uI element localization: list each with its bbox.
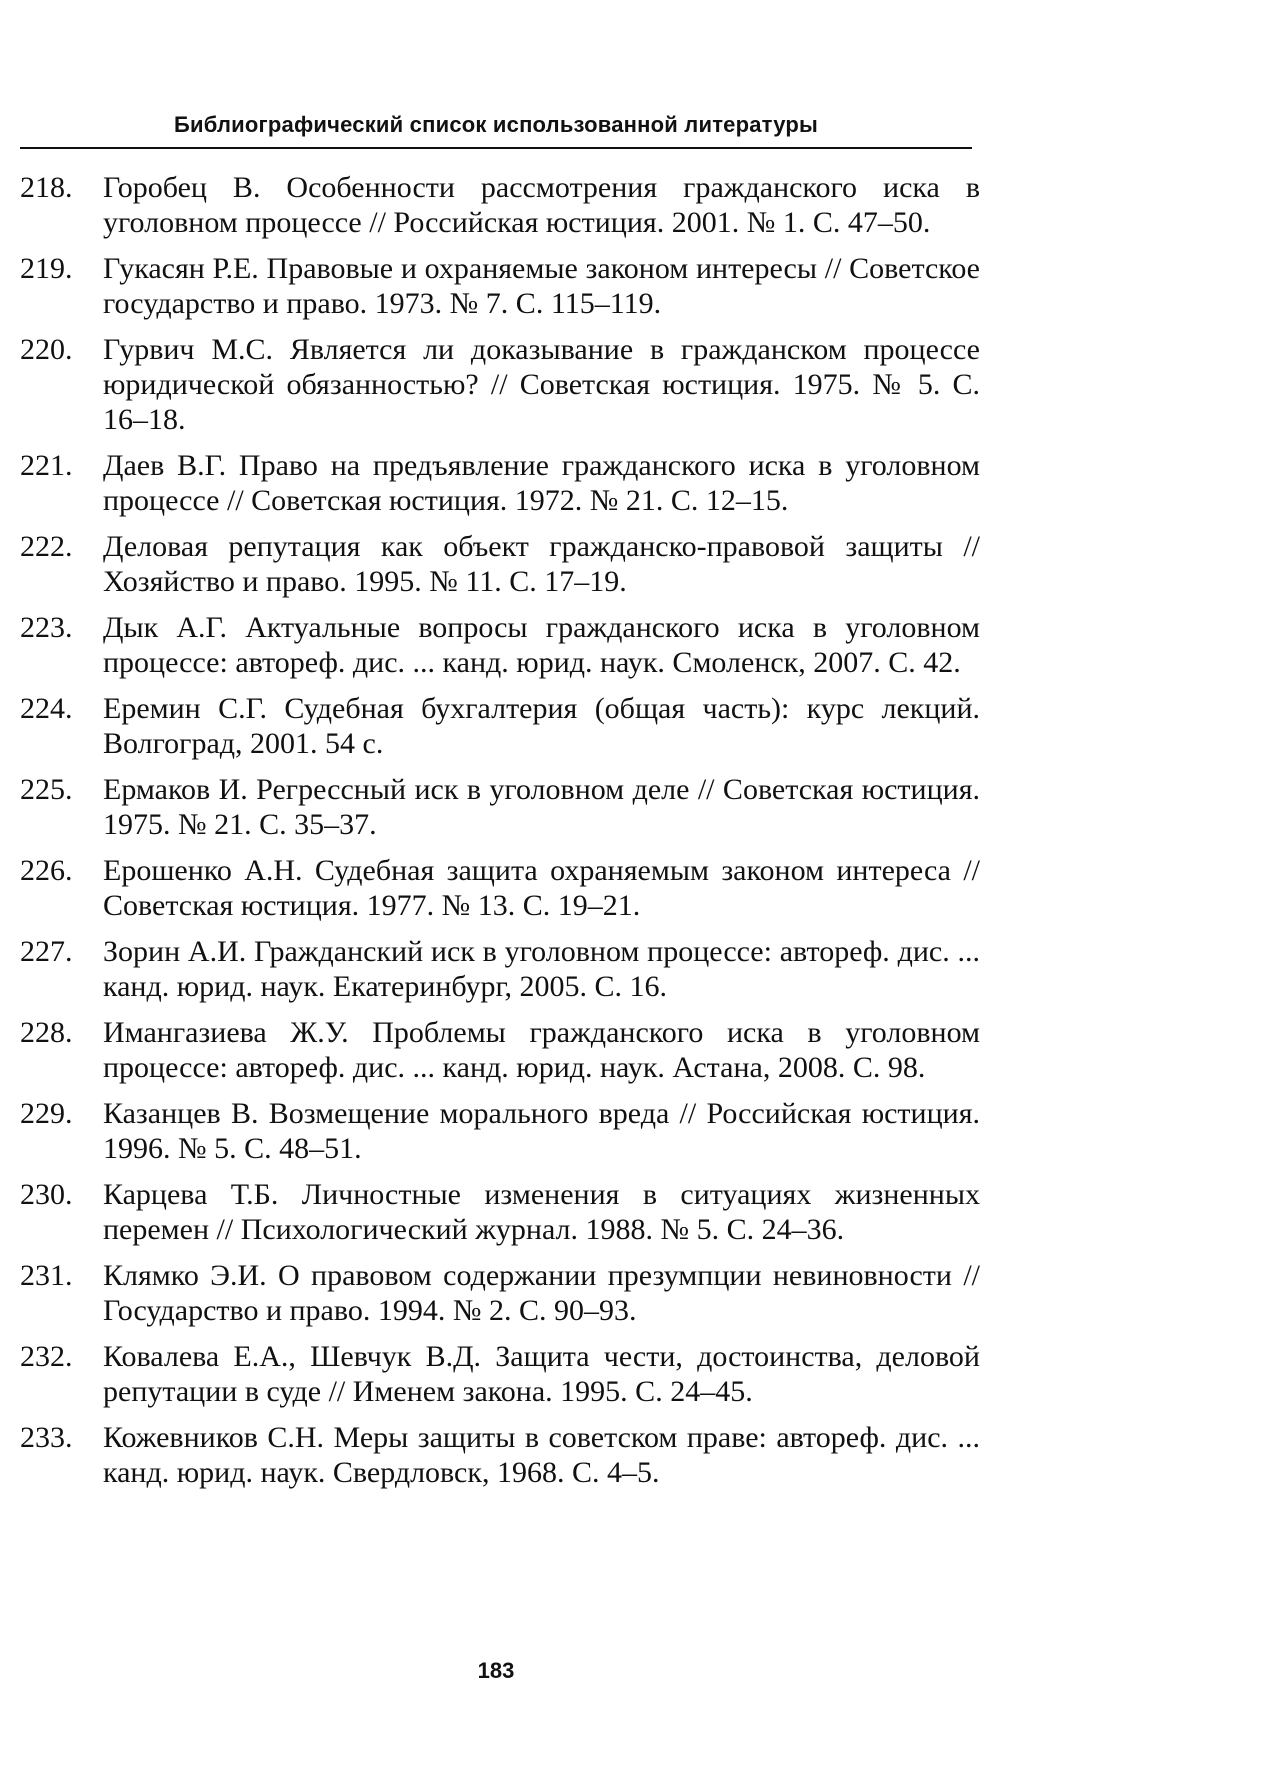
entry-text: Имангазиева Ж.У. Проблемы гражданского иска в уголовном процессе: автореф. дис. ... канд. юрид. наук. Астана, 2008. С. 98. <box>103 1016 980 1084</box>
bibliography-entry <box>20 1339 980 1409</box>
bibliography-entry <box>20 853 980 923</box>
entry-text: Ерошенко А.Н. Судебная защита охраняемым законом интереса // Советская юстиция. 1977. № 13. С. 19–21. <box>103 854 980 922</box>
entry-text: Ермаков И. Регрессный иск в уголовном деле // Советская юстиция. 1975. № 21. С. 35–37. <box>103 773 980 841</box>
bibliography-entry <box>20 170 980 240</box>
entry-number: 223. <box>20 611 73 644</box>
entry-text: Даев В.Г. Право на предъявление гражданского иска в уголовном процессе // Советская юстиция. 1972. № 21. С. 12–15. <box>103 449 980 517</box>
entry-text: Горобец В. Особенности рассмотрения гражданского иска в уголовном процессе // Российская юстиция. 2001. № 1. С. 47–50. <box>103 171 980 239</box>
entry-text: Гурвич М.С. Является ли доказывание в гражданском процессе юридической обязанностью? // Советская юстиция. 1975. № 5. С. 16–18. <box>103 333 980 436</box>
entry-text: Деловая репутация как объект гражданско-правовой защиты // Хозяйство и право. 1995. № 11. С. 17–19. <box>103 530 980 598</box>
entry-number: 218. <box>20 171 73 204</box>
entry-number: 228. <box>20 1016 73 1049</box>
entry-number: 221. <box>20 449 73 482</box>
entry-number: 219. <box>20 252 73 285</box>
bibliography-entry <box>20 610 980 680</box>
bibliography-entry <box>20 332 980 437</box>
bibliography-entry <box>20 251 980 321</box>
entry-text: Дык А.Г. Актуальные вопросы гражданского иска в уголовном процессе: автореф. дис. ... канд. юрид. наук. Смоленск, 2007. С. 42. <box>103 611 980 679</box>
entry-number: 224. <box>20 692 73 725</box>
entry-text: Кожевников С.Н. Меры защиты в советском праве: автореф. дис. ... канд. юрид. наук. Свердловск, 1968. С. 4–5. <box>103 1421 980 1489</box>
page-number: 183 <box>477 1658 515 1683</box>
bibliography-entry <box>20 1420 980 1490</box>
entry-text: Казанцев В. Возмещение морального вреда // Российская юстиция. 1996. № 5. С. 48–51. <box>103 1097 980 1165</box>
header-rule <box>20 147 972 149</box>
entry-number: 229. <box>20 1097 73 1130</box>
bibliography-entry <box>20 934 980 1004</box>
bibliography-entry <box>20 448 980 518</box>
entry-number: 232. <box>20 1340 73 1373</box>
bibliography-entry <box>20 529 980 599</box>
bibliography-entry <box>20 772 980 842</box>
running-title: Библиографический список использованной литературы <box>174 112 818 137</box>
bibliography-entry <box>20 691 980 761</box>
entry-text: Гукасян Р.Е. Правовые и охраняемые законом интересы // Советское государство и право. 1973. № 7. С. 115–119. <box>103 252 980 320</box>
bibliography-list <box>20 170 980 1501</box>
entry-text: Еремин С.Г. Судебная бухгалтерия (общая часть): курс лекций. Волгоград, 2001. 54 с. <box>103 692 980 760</box>
entry-number: 231. <box>20 1259 73 1292</box>
entry-number: 227. <box>20 935 73 968</box>
bibliography-entry <box>20 1177 980 1247</box>
entry-text: Карцева Т.Б. Личностные изменения в ситуациях жизненных перемен // Психологический журнал. 1988. № 5. С. 24–36. <box>103 1178 980 1246</box>
bibliography-entry <box>20 1096 980 1166</box>
entry-number: 233. <box>20 1421 73 1454</box>
entry-number: 230. <box>20 1178 73 1211</box>
bibliography-entry <box>20 1258 980 1328</box>
entry-number: 220. <box>20 333 73 366</box>
entry-text: Зорин А.И. Гражданский иск в уголовном процессе: автореф. дис. ... канд. юрид. наук. Екатеринбург, 2005. С. 16. <box>103 935 980 1003</box>
entry-text: Ковалева Е.А., Шевчук В.Д. Защита чести, достоинства, деловой репутации в суде // Именем закона. 1995. С. 24–45. <box>103 1340 980 1408</box>
bibliography-entry <box>20 1015 980 1085</box>
entry-text: Клямко Э.И. О правовом содержании презумпции невиновности // Государство и право. 1994. № 2. С. 90–93. <box>103 1259 980 1327</box>
entry-number: 222. <box>20 530 73 563</box>
entry-number: 226. <box>20 854 73 887</box>
entry-number: 225. <box>20 773 73 806</box>
